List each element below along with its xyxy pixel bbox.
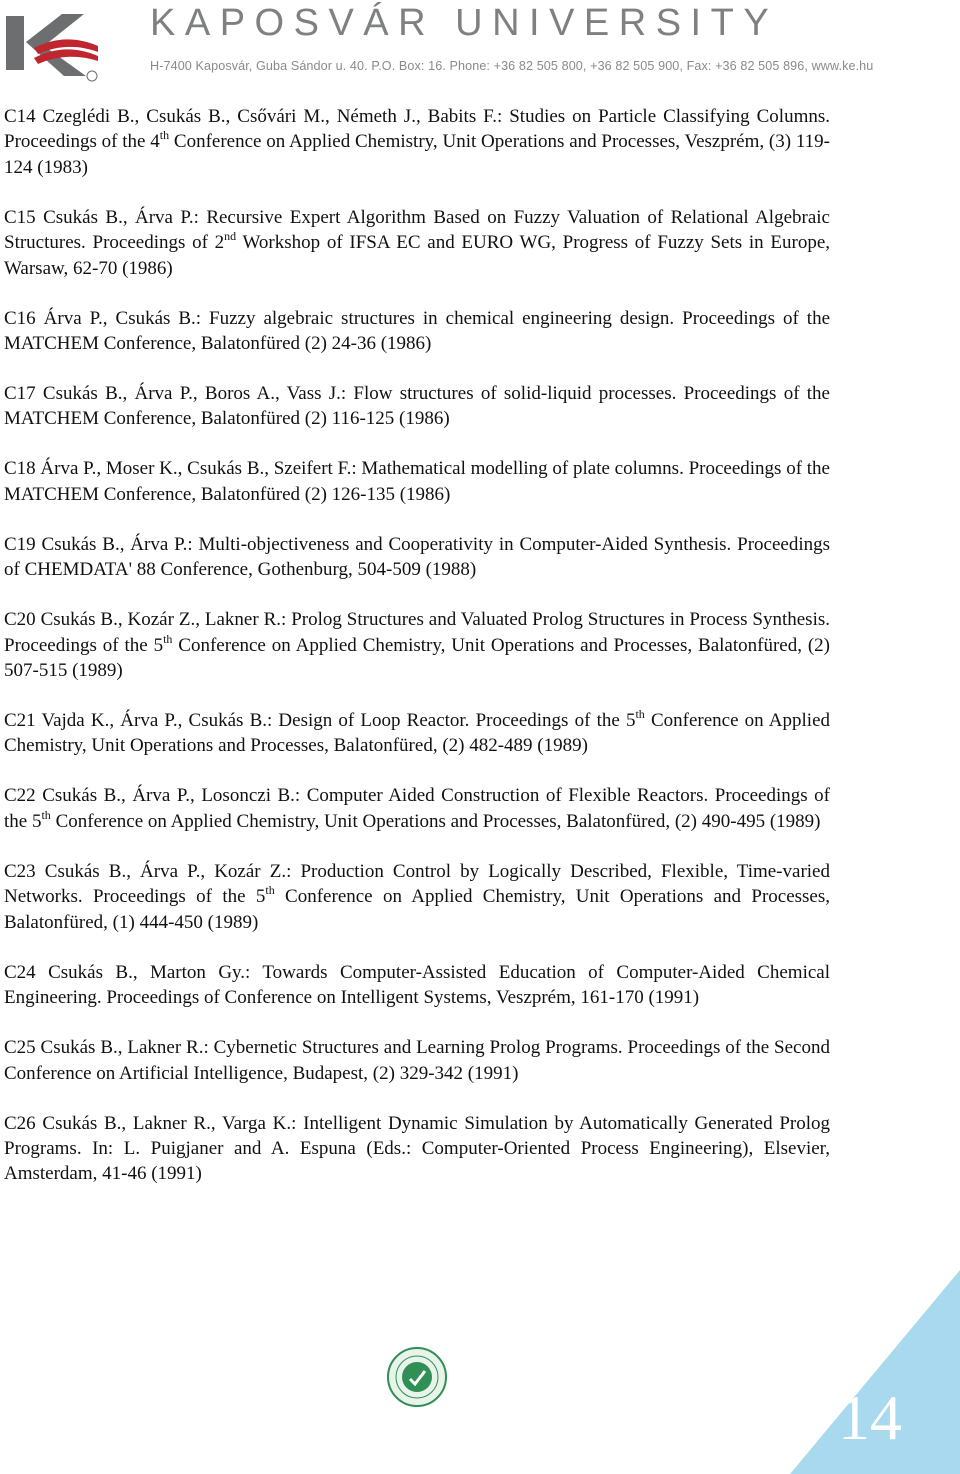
reference-text: C26 Csukás B., Lakner R., Varga K.: Intelligent Dynamic Simulation by Automatically Generated Prolog Programs. In: L. Puigjaner and A. Espuna (Eds.: Computer-Oriented Process Engineering), Elsevier, Amsterdam, 41-46 (1991) [4,1112,830,1185]
reference-c24 [4,960,830,1011]
reference-text: Conference on Applied Chemistry, Unit Operations and Processes, Balatonfüred, (2) 482-489 (1989) [4,710,830,757]
reference-c22 [4,783,830,834]
reference-text: C19 Csukás B., Árva P.: Multi-objectiveness and Cooperativity in Computer-Aided Synthesis. Proceedings of CHEMDATA' 88 Conference, Gothenburg, 504-509 (1988) [4,533,830,581]
reference-text: Conference on Applied Chemistry, Unit Operations and Processes, Balatonfüred, (2) 507-515 (1989) [4,634,830,682]
reference-c26 [4,1111,830,1187]
reference-text: C16 Árva P., Csukás B.: Fuzzy algebraic structures in chemical engineering design. Proceedings of the MATCHEM Conference, Balatonfüred (2) 24-36 (1986) [4,307,830,355]
reference-c23 [4,859,830,935]
reference-text: Conference on Applied Chemistry, Unit Operations and Processes, Balatonfüred, (2) 490-495 (1989) [50,810,821,832]
reference-c19 [4,532,830,583]
page-header [0,0,960,92]
reference-text: Conference on Applied Chemistry, Unit Operations and Processes, Veszprém, (3) 119-124 (1983) [4,131,830,178]
reference-list [4,104,830,1211]
reference-text: C25 Csukás B., Lakner R.: Cybernetic Structures and Learning Prolog Programs. Proceedings of the Second Conference on Artificial Intelligence, Budapest, (2) 329-342 (1991) [4,1037,830,1084]
reference-text: C15 Csukás B., Árva P.: Recursive Expert Algorithm Based on Fuzzy Valuation of Relational Algebraic Structures. Proceedings of 2 [4,206,830,254]
reference-c15 [4,205,830,281]
university-name: KAPOSVÁR UNIVERSITY [150,2,779,44]
reference-c16 [4,306,830,357]
reference-text: C17 Csukás B., Árva P., Boros A., Vass J.: Flow structures of solid-liquid processes. Proceedings of the MATCHEM Conference, Balatonfüred (2) 116-125 (1986) [4,383,830,430]
reference-c21 [4,708,830,759]
reference-text: C18 Árva P., Moser K., Csukás B., Szeifert F.: Mathematical modelling of plate columns. Proceedings of the MATCHEM Conference, Balatonfüred (2) 126-135 (1986) [4,458,830,505]
reference-superscript: th [635,707,645,722]
reference-text: Conference on Applied Chemistry, Unit Operations and Processes, Balatonfüred, (1) 444-450 (1989) [4,886,831,933]
reference-text: C23 Csukás B., Árva P., Kozár Z.: Production Control by Logically Described, Flexible, Time-varied Networks. Proceedings of the 5 [4,860,830,908]
reference-superscript: th [159,128,170,143]
reference-c17 [4,381,830,432]
reference-superscript: th [265,883,275,898]
reference-c25 [4,1035,830,1086]
university-logo [4,6,100,84]
reference-c14 [4,104,830,180]
reference-text: C14 Czeglédi B., Csukás B., Csővári M., Németh J., Babits F.: Studies on Particle Classifying Columns. Proceedings of the 4 [4,106,830,153]
reference-text: Workshop of IFSA EC and EURO WG, Progress of Fuzzy Sets in Europe, Warsaw, 62-70 (1986) [4,232,830,279]
university-address: H-7400 Kaposvár, Guba Sándor u. 40. P.O. Box: 16. Phone: +36 82 505 800, +36 82 505 900, Fax: +36 82 505 896, www.ke.hu [150,59,874,73]
reference-superscript: th [163,631,173,646]
reference-c18 [4,456,830,507]
page-number: 14 [838,1382,902,1453]
reference-c20 [4,607,830,683]
reference-superscript: nd [224,229,237,244]
reference-text: C21 Vajda K., Árva P., Csukás B.: Design of Loop Reactor. Proceedings of the 5 [4,710,636,732]
reference-text: C24 Csukás B., Marton Gy.: Towards Computer-Assisted Education of Computer-Aided Chemical Engineering. Proceedings of Conference on Intelligent Systems, Veszprém, 161-170 (1991) [4,961,830,1009]
reference-superscript: th [41,807,51,822]
reference-text: C22 Csukás B., Árva P., Losonczi B.: Computer Aided Construction of Flexible Reactors. Proceedings of the 5 [4,785,830,832]
reference-text: C20 Csukás B., Kozár Z., Lakner R.: Prolog Structures and Valuated Prolog Structures in Process Synthesis. Proceedings of the 5 [4,609,830,656]
iso-certification-seal [386,1346,448,1408]
